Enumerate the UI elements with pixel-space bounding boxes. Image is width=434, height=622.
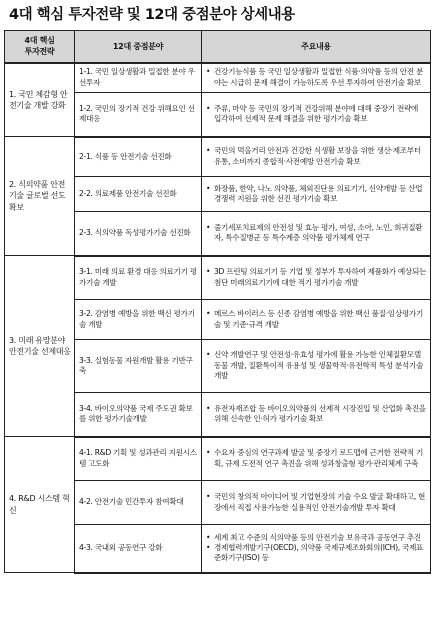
column-header-field: 12대 중점분야 (75, 31, 202, 63)
field-cell: 2-2. 의료제품 안전기술 선진화 (75, 177, 202, 212)
field-cell: 3-2. 감염병 예방을 위한 백신 평가기술 개발 (75, 300, 202, 340)
content-cell (202, 212, 431, 256)
content-item-text: 국민의 창의적 아이디어 및 기업현장의 기술 수요 발굴 확대하고, 현장에서 직접 사용가능한 실용적인 안전기술개발 투자 확대 (214, 492, 426, 512)
field-cell: 2-1. 식품 등 안전기술 선진화 (75, 137, 202, 177)
content-item (206, 404, 427, 425)
field-cell: 1-2. 국민의 장기적 건강 위해요인 선제대응 (75, 93, 202, 137)
content-cell (202, 437, 431, 481)
content-item-text: 3D 프린팅 의료기기 등 기업 및 정부가 투자하여 제품화가 예상되는 첨단 미래의료기기에 대한 적기 평가기술 개발 (214, 267, 427, 287)
content-cell (202, 481, 431, 525)
bullet-icon: • (206, 267, 211, 277)
content-cell (202, 393, 431, 437)
content-item (206, 67, 427, 88)
content-item (206, 533, 427, 543)
content-item (206, 543, 427, 564)
content-item-text: 유전자재조합 등 바이오의약품의 선제적 시장진입 및 산업화 촉진을 위해 신속한 인·허가 평가기술 확보 (214, 403, 426, 424)
content-cell (202, 300, 431, 340)
strategy-cell: 4. R&D 시스템 혁신 (5, 437, 75, 573)
bullet-icon: • (206, 492, 211, 502)
strategy-cell: 1. 국민 체감형 안전기술 개발 강화 (5, 63, 75, 137)
column-header-strategy-line2: 투자전략 (24, 47, 55, 57)
content-cell (202, 93, 431, 137)
table-row (5, 437, 431, 481)
content-item-text: 주류, 마약 등 국민의 장기적 건강위해 분야에 대해 중장기 전략에 입각하여 선제적 문제 해결을 위한 평가기술 확보 (214, 103, 419, 124)
field-cell: 3-3. 실험동물 자원개발 활용 기반구축 (75, 340, 202, 393)
bullet-icon: • (206, 448, 211, 458)
field-cell: 3-4. 바이오의약품 국제 주도권 확보를 위한 평가기술개발 (75, 393, 202, 437)
content-item (206, 146, 427, 167)
content-item-text: 세계 최고 수준의 식의약품 등의 안전기술 보유국과 공동연구 추진 (214, 532, 421, 542)
content-item-text: 건강기능식품 등 국민 일상생활과 밀접한 식품·의약품 등의 안전 분야는 시급히 문제 해결이 가능하도록 우선 투자하여 안전기술 확보 (214, 67, 423, 87)
bullet-icon: • (206, 350, 211, 360)
bullet-icon: • (206, 146, 211, 156)
content-item-text: 경제협력개발기구(OECD), 의약품 국제규제조화회의(ICH), 국제표준화기구(ISO) 등 (214, 543, 424, 563)
field-cell: 2-3. 식의약품 독성평가기술 선진화 (75, 212, 202, 256)
field-cell: 4-3. 국내외 공동연구 강화 (75, 525, 202, 573)
bullet-icon: • (206, 183, 211, 193)
strategy-cell: 3. 미래 유망분야 안전기술 선제대응 (5, 256, 75, 437)
bullet-icon: • (206, 67, 211, 77)
bullet-icon: • (206, 403, 211, 413)
bullet-icon: • (206, 222, 211, 232)
field-cell: 4-2. 안전기술 민간투자 참여확대 (75, 481, 202, 525)
content-item-text: 수요자 중심의 연구과제 발굴 및 중장기 로드맵에 근거한 전략적 기획, 규제 도전적 연구 촉진을 위해 성과창출형 평가·관리체계 구축 (214, 448, 423, 468)
column-header-strategy (5, 31, 75, 63)
content-item (206, 104, 427, 125)
content-item-text: 줄기세포치료제의 안전성 및 효능 평가, 여성, 소아, 노인, 희귀질환자, 특수질병군 등 특수계층 의약품 평가체계 연구 (214, 222, 423, 243)
content-item (206, 267, 427, 288)
bullet-icon: • (206, 103, 211, 113)
content-item-text: 국민의 먹을거리 안전과 건강한 식생활 보장을 위한 생산·제조부터 유통, 소비까지 종합적·사전예방 안전기술 확보 (214, 146, 421, 166)
content-cell (202, 63, 431, 93)
content-item (206, 309, 427, 330)
content-cell (202, 525, 431, 573)
strategy-cell: 2. 식의약품 안전기술 글로벌 선도 확보 (5, 137, 75, 256)
content-cell (202, 340, 431, 393)
content-cell (202, 177, 431, 212)
field-cell: 1-1. 국민 일상생활과 밀접한 분야 우선투자 (75, 63, 202, 93)
page-title: 4대 핵심 투자전략 및 12대 중점분야 상세내용 (9, 7, 295, 23)
table-body (5, 63, 431, 573)
content-cell (202, 256, 431, 300)
table-row (5, 256, 431, 300)
strategy-table (4, 30, 431, 574)
content-item-text: 메르스 바이러스 등 신종 감염병 예방을 위한 백신 품질·임상평가기술 및 기준·규격 개발 (214, 309, 423, 329)
bullet-icon: • (206, 309, 211, 319)
content-cell (202, 137, 431, 177)
column-header-content: 주요내용 (202, 31, 431, 63)
content-item (206, 184, 427, 205)
table-row (5, 137, 431, 177)
bullet-icon: • (206, 532, 211, 542)
content-item (206, 448, 427, 469)
content-item-text: 신약 개발연구 및 안전성·유효성 평가에 활용 가능한 인체질환모델동물 개발, 질환특이적 유용성 및 생물학적·유전학적 특성 분석기술 개발 (214, 350, 423, 381)
table-header-row (5, 31, 431, 63)
content-item (206, 223, 427, 244)
field-cell: 4-1. R&D 기획 및 성과관리 지원시스템 고도화 (75, 437, 202, 481)
bullet-icon: • (206, 543, 211, 553)
column-header-strategy-line1: 4대 핵심 (24, 36, 55, 46)
field-cell: 3-1. 미래 의료 환경 대응 의료기기 평가기술 개발 (75, 256, 202, 300)
content-item (206, 492, 427, 513)
content-item (206, 350, 427, 381)
content-item-text: 화장품, 한약, 나노 의약품, 체외진단용 의료기기, 신약개발 등 산업 경쟁력 지원을 위한 선진 평가기술 확보 (214, 183, 423, 203)
table-row (5, 63, 431, 93)
